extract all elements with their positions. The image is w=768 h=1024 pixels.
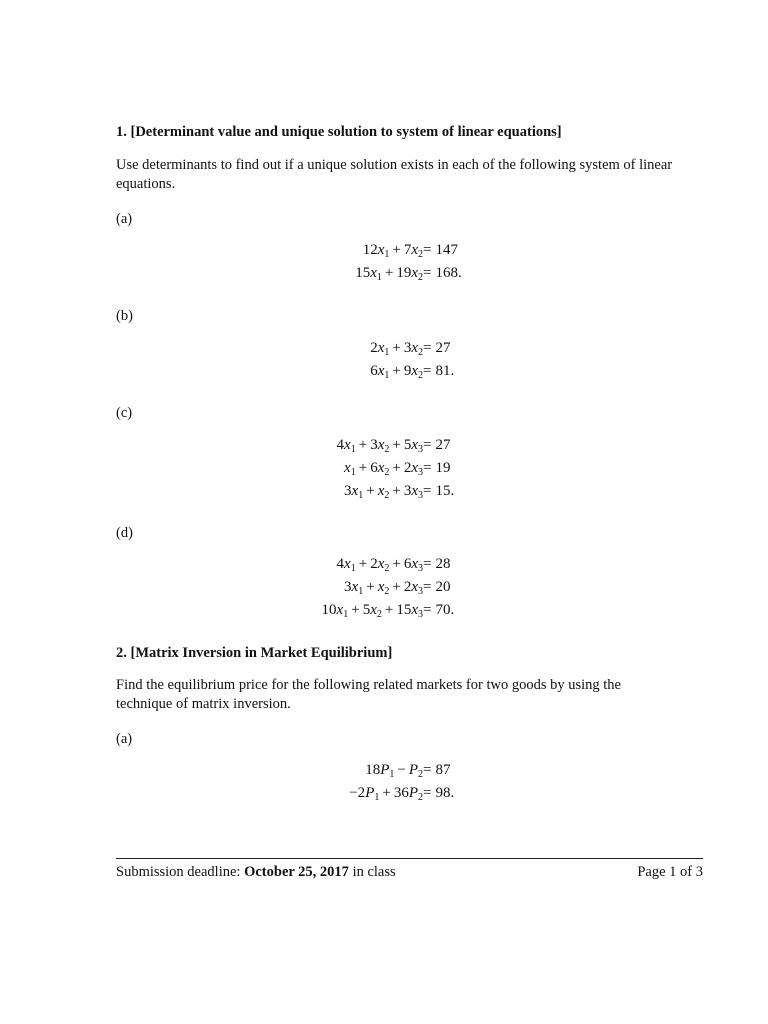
variable: P [408, 762, 418, 778]
subscript: 2 [384, 563, 390, 574]
equals-sign: = [423, 437, 432, 453]
equation-row [0, 340, 768, 363]
variable: x [344, 437, 351, 453]
variable: x [377, 437, 385, 453]
term [370, 363, 389, 379]
operator: + [392, 460, 401, 476]
equation-rhs [423, 363, 454, 380]
equation-lhs [322, 602, 423, 619]
equation-row [0, 460, 768, 483]
equation-rhs [423, 437, 450, 454]
q1-part-d-label: (d) [116, 525, 133, 541]
coefficient: 15 [396, 602, 412, 618]
operator: + [384, 602, 394, 618]
equals-sign: = [423, 340, 432, 356]
term [349, 785, 379, 801]
equation-lhs [344, 579, 423, 596]
variable: P [365, 785, 375, 801]
subscript: 1 [343, 609, 349, 620]
constant: 19 [435, 460, 451, 476]
constant: 168. [435, 265, 462, 281]
operator: + [392, 363, 401, 379]
equation-rhs [423, 483, 454, 500]
constant: 28 [435, 556, 451, 572]
operator: + [358, 460, 368, 476]
equation-row [0, 242, 768, 265]
subscript: 2 [418, 272, 423, 283]
equation-row [0, 556, 768, 579]
equation-lhs [370, 363, 423, 380]
constant: 20 [435, 579, 451, 595]
q1-heading: 1. [Determinant value and unique solution to system of linear equations] [116, 124, 562, 140]
variable: x [377, 460, 385, 476]
variable: x [377, 483, 385, 499]
equation-row [0, 483, 768, 506]
subscript: 1 [374, 792, 380, 803]
coefficient: 4 [336, 556, 345, 572]
operator: + [358, 437, 368, 453]
term [370, 340, 389, 356]
term [370, 437, 389, 453]
equals-sign: = [423, 242, 432, 258]
coefficient: 2 [403, 460, 412, 476]
subscript: 1 [350, 467, 356, 478]
subscript: 1 [384, 249, 390, 260]
coefficient: 2 [370, 340, 378, 356]
variable: x [411, 340, 418, 356]
coefficient: 19 [396, 265, 412, 281]
subscript: 2 [384, 467, 390, 478]
q1-part-c-equations [0, 437, 768, 506]
operator: + [392, 556, 401, 572]
variable: x [411, 579, 418, 595]
coefficient: 3 [403, 483, 412, 499]
operator: + [351, 602, 360, 618]
q1-part-a-label: (a) [116, 211, 133, 227]
subscript: 1 [350, 444, 356, 455]
operator: + [392, 579, 401, 595]
term [404, 437, 423, 453]
equation-row [0, 363, 768, 386]
subscript: 3 [418, 444, 423, 455]
deadline-prefix: Submission deadline: [116, 864, 245, 880]
constant: 27 [435, 340, 451, 356]
equation-row [0, 762, 768, 785]
operator: − [397, 762, 406, 778]
subscript: 2 [376, 609, 382, 620]
constant: 15. [435, 483, 455, 499]
equals-sign: = [423, 785, 432, 801]
q2-part-a-label: (a) [116, 731, 133, 747]
term [337, 437, 356, 453]
term [370, 460, 389, 476]
equals-sign: = [423, 460, 432, 476]
variable: x [411, 265, 418, 281]
term [365, 762, 394, 778]
q2-part-a-equations [0, 762, 768, 808]
coefficient: 18 [365, 762, 381, 778]
page-number: Page 1 of 3 [637, 864, 703, 880]
q1-part-b-equations [0, 340, 768, 386]
constant: 70. [435, 602, 455, 618]
coefficient: 6 [403, 556, 412, 572]
equation-rhs [423, 785, 454, 802]
term [378, 579, 390, 595]
coefficient: 36 [393, 785, 409, 801]
equation-rhs [423, 556, 450, 573]
term [404, 460, 423, 476]
term [404, 483, 423, 499]
coefficient: 5 [362, 602, 371, 618]
variable: x [411, 483, 418, 499]
coefficient: 6 [370, 460, 378, 476]
term [404, 340, 423, 356]
subscript: 3 [418, 467, 423, 478]
equation-row [0, 602, 768, 625]
subscript: 3 [418, 490, 423, 501]
constant: 98. [435, 785, 455, 801]
subscript: 1 [376, 272, 382, 283]
subscript: 2 [384, 490, 390, 501]
equals-sign: = [423, 602, 432, 618]
variable: x [370, 602, 377, 618]
term [322, 602, 349, 618]
subscript: 1 [358, 490, 364, 501]
equation-row [0, 265, 768, 288]
coefficient: 10 [321, 602, 337, 618]
operator: + [392, 437, 401, 453]
subscript: 2 [384, 444, 390, 455]
equation-rhs [423, 265, 462, 282]
coefficient: 3 [344, 579, 352, 595]
coefficient: 5 [403, 437, 412, 453]
operator: + [384, 265, 394, 281]
variable: x [336, 602, 344, 618]
term [363, 242, 390, 258]
equation-lhs [349, 785, 423, 802]
subscript: 2 [418, 249, 423, 260]
variable: x [351, 579, 359, 595]
coefficient: −2 [349, 785, 366, 801]
q1-part-d-equations [0, 556, 768, 625]
coefficient: 3 [344, 483, 352, 499]
variable: P [380, 762, 390, 778]
equation-rhs [423, 242, 458, 259]
constant: 147 [435, 242, 458, 258]
term [344, 483, 363, 499]
subscript: 3 [418, 563, 423, 574]
operator: + [358, 556, 368, 572]
variable: x [351, 483, 359, 499]
equation-row [0, 785, 768, 808]
subscript: 3 [418, 609, 423, 620]
variable: x [377, 242, 385, 258]
term [394, 785, 423, 801]
equation-rhs [423, 460, 450, 477]
equation-rhs [423, 602, 454, 619]
coefficient: 3 [370, 437, 378, 453]
q1-part-a-equations [0, 242, 768, 288]
coefficient: 3 [403, 340, 412, 356]
q1-part-b-label: (b) [116, 308, 133, 324]
coefficient: 9 [403, 363, 412, 379]
variable: x [377, 363, 385, 379]
constant: 81. [435, 363, 455, 379]
subscript: 1 [350, 563, 356, 574]
equation-lhs [365, 762, 423, 779]
deadline-date: October 25, 2017 [244, 864, 349, 880]
variable: x [344, 556, 351, 572]
term [344, 579, 363, 595]
subscript: 2 [418, 347, 423, 358]
operator: + [366, 579, 375, 595]
equation-lhs [363, 242, 423, 259]
equation-row [0, 579, 768, 602]
subscript: 1 [384, 370, 390, 381]
equation-lhs [344, 460, 423, 477]
equals-sign: = [423, 363, 432, 379]
equation-lhs [355, 265, 423, 282]
equals-sign: = [423, 762, 432, 778]
equals-sign: = [423, 483, 432, 499]
term [396, 265, 423, 281]
variable: x [377, 579, 385, 595]
subscript: 1 [389, 769, 395, 780]
term [396, 602, 423, 618]
variable: x [411, 556, 418, 572]
coefficient: 6 [370, 363, 378, 379]
variable: x [377, 340, 385, 356]
variable: x [344, 460, 351, 476]
operator: + [392, 242, 401, 258]
equation-lhs [370, 340, 423, 357]
subscript: 2 [418, 370, 423, 381]
term [370, 556, 389, 572]
coefficient: 15 [355, 265, 371, 281]
q2-heading: 2. [Matrix Inversion in Market Equilibrium] [116, 645, 393, 661]
subscript: 1 [358, 586, 364, 597]
operator: + [382, 785, 391, 801]
equation-rhs [423, 762, 450, 779]
variable: x [411, 460, 418, 476]
term [378, 483, 390, 499]
constant: 87 [435, 762, 451, 778]
variable: x [411, 363, 418, 379]
equation-lhs [337, 437, 423, 454]
variable: x [411, 602, 418, 618]
equation-row [0, 437, 768, 460]
variable: x [377, 556, 385, 572]
variable: P [408, 785, 418, 801]
coefficient: 12 [362, 242, 378, 258]
term [355, 265, 382, 281]
subscript: 1 [384, 347, 390, 358]
term [409, 762, 423, 778]
equation-lhs [344, 483, 423, 500]
coefficient: 2 [370, 556, 378, 572]
equation-lhs [337, 556, 423, 573]
term [404, 579, 423, 595]
variable: x [411, 242, 418, 258]
submission-deadline [116, 864, 396, 881]
q1-part-c-label: (c) [116, 405, 133, 421]
equation-rhs [423, 340, 450, 357]
term [404, 556, 423, 572]
operator: + [392, 483, 401, 499]
deadline-suffix: in class [348, 864, 396, 880]
coefficient: 7 [403, 242, 412, 258]
equals-sign: = [423, 265, 432, 281]
coefficient: 4 [336, 437, 345, 453]
operator: + [392, 340, 401, 356]
term [344, 460, 356, 476]
equals-sign: = [423, 579, 432, 595]
footer-divider [116, 858, 703, 859]
constant: 27 [435, 437, 451, 453]
subscript: 3 [418, 586, 423, 597]
equation-rhs [423, 579, 450, 596]
equals-sign: = [423, 556, 432, 572]
operator: + [366, 483, 375, 499]
term [363, 602, 382, 618]
term [337, 556, 356, 572]
variable: x [370, 265, 377, 281]
variable: x [411, 437, 418, 453]
q2-instruction: Find the equilibrium price for the following related markets for two goods by using the technique of matrix inversion. [116, 677, 621, 712]
coefficient: 2 [403, 579, 412, 595]
term [404, 242, 423, 258]
q1-instruction: Use determinants to find out if a unique solution exists in each of the following system of linear equations. [116, 157, 673, 192]
subscript: 2 [418, 792, 423, 803]
subscript: 2 [384, 586, 390, 597]
subscript: 2 [418, 769, 423, 780]
term [404, 363, 423, 379]
